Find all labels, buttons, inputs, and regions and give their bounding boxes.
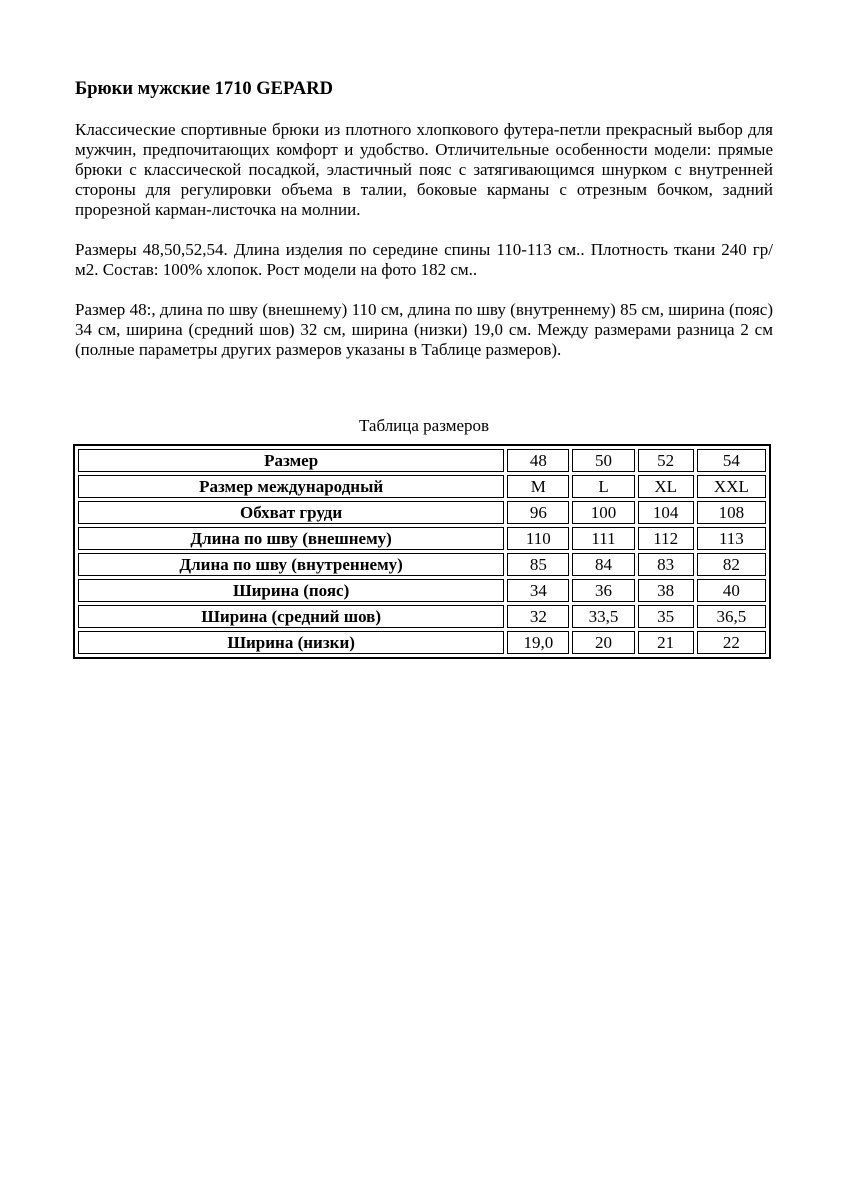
table-row (78, 631, 766, 654)
row-label: Обхват груди (78, 501, 504, 524)
table-cell: 84 (572, 553, 634, 576)
table-cell: 35 (638, 605, 694, 628)
row-label: Размер (78, 449, 504, 472)
table-cell: 36 (572, 579, 634, 602)
row-label: Длина по шву (внутреннему) (78, 553, 504, 576)
table-row (78, 475, 766, 498)
table-row (78, 579, 766, 602)
table-cell: 100 (572, 501, 634, 524)
table-cell: L (572, 475, 634, 498)
table-cell: 110 (507, 527, 569, 550)
table-cell: 83 (638, 553, 694, 576)
table-cell: 104 (638, 501, 694, 524)
table-cell: 54 (697, 449, 766, 472)
row-label: Ширина (средний шов) (78, 605, 504, 628)
table-row (78, 501, 766, 524)
table-cell: 50 (572, 449, 634, 472)
table-cell: 38 (638, 579, 694, 602)
table-cell: 111 (572, 527, 634, 550)
table-cell: 85 (507, 553, 569, 576)
description-paragraph: Классические спортивные брюки из плотного хлопкового футера-петли прекрасный выбор для мужчин, предпочитающих комфорт и удобство. Отличительные особенности модели: прямые брюки с классической посадкой, эластичный пояс с затягивающимся шнурком с внутренней стороны для регулировки объема в талии, боковые карманы с отрезным бочком, задний прорезной карман-листочка на молнии. (75, 120, 773, 219)
size-table-caption: Таблица размеров (358, 416, 490, 435)
size-48-details-paragraph: Размер 48:, длина по шву (внешнему) 110 см, длина по шву (внутреннему) 85 см, ширина (пояс) 34 см, ширина (средний шов) 32 см, ширина (низки) 19,0 см. Между размерами разница 2 см (полные параметры других размеров указаны в Таблице размеров). (75, 300, 773, 359)
row-label: Ширина (низки) (78, 631, 504, 654)
table-cell: 22 (697, 631, 766, 654)
table-cell: 82 (697, 553, 766, 576)
table-cell: 21 (638, 631, 694, 654)
sizes-fabric-paragraph: Размеры 48,50,52,54. Длина изделия по середине спины 110-113 см.. Плотность ткани 240 гр/м2. Состав: 100% хлопок. Рост модели на фото 182 см.. (75, 240, 773, 279)
table-cell: 20 (572, 631, 634, 654)
table-cell: 108 (697, 501, 766, 524)
size-table (73, 444, 771, 659)
table-row (78, 527, 766, 550)
table-cell: 34 (507, 579, 569, 602)
table-cell: 36,5 (697, 605, 766, 628)
table-row (78, 449, 766, 472)
row-label: Длина по шву (внешнему) (78, 527, 504, 550)
document-title: Брюки мужские 1710 GEPARD (75, 79, 334, 99)
table-cell: XL (638, 475, 694, 498)
table-cell: 52 (638, 449, 694, 472)
table-row (78, 553, 766, 576)
table-cell: M (507, 475, 569, 498)
table-cell: 113 (697, 527, 766, 550)
row-label: Размер международный (78, 475, 504, 498)
table-row (78, 605, 766, 628)
table-cell: 40 (697, 579, 766, 602)
row-label: Ширина (пояс) (78, 579, 504, 602)
table-cell: 19,0 (507, 631, 569, 654)
table-cell: 48 (507, 449, 569, 472)
table-cell: 112 (638, 527, 694, 550)
table-cell: 33,5 (572, 605, 634, 628)
table-cell: XXL (697, 475, 766, 498)
table-cell: 32 (507, 605, 569, 628)
table-cell: 96 (507, 501, 569, 524)
